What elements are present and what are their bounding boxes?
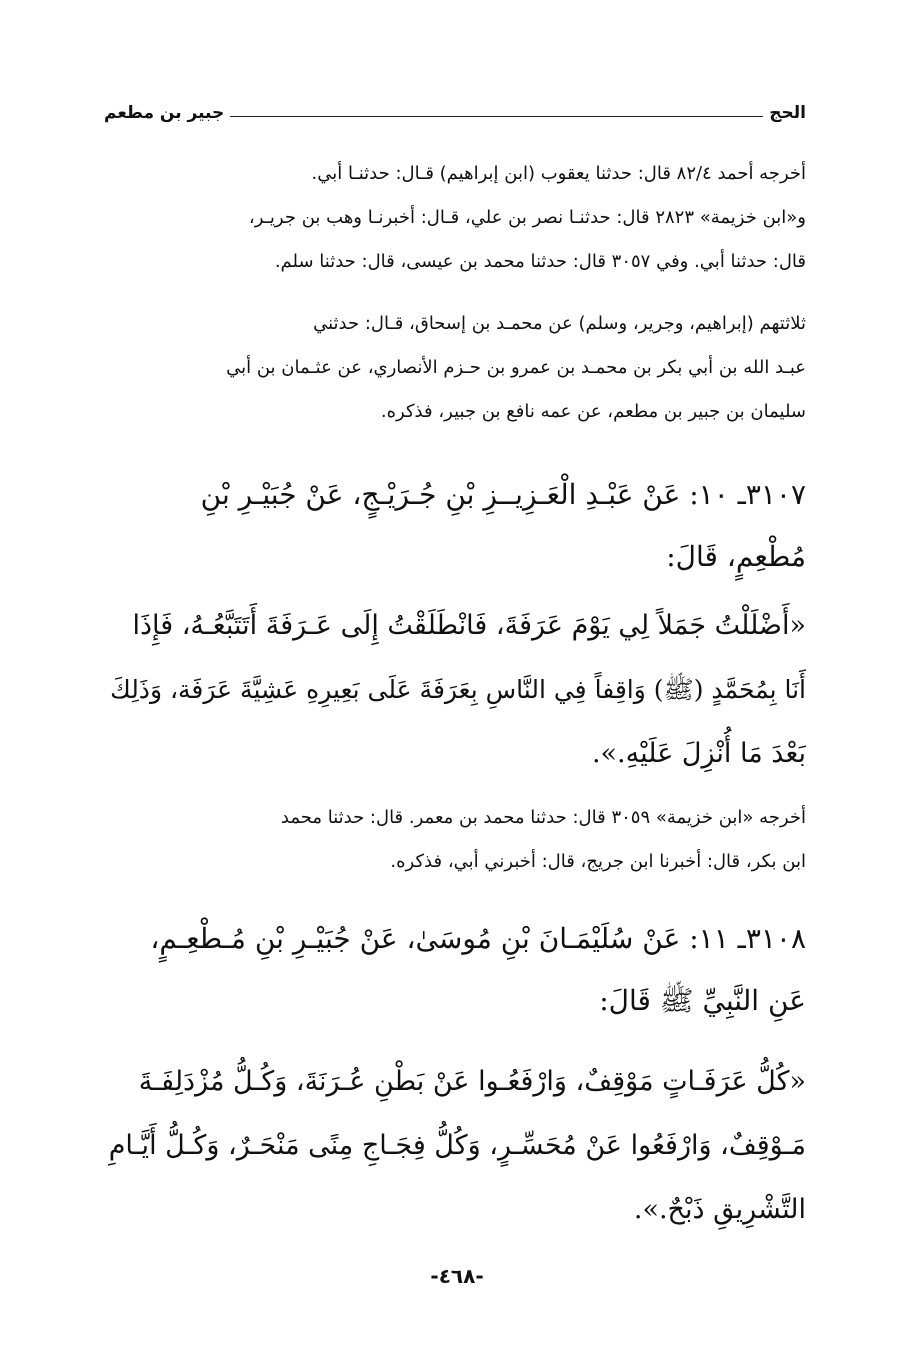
text-line: «كُلُّ عَرَفَـاتٍ مَوْقِفٌ، وَارْفَعُـوا عَنْ بَطْنِ عُـرَنَةَ، وَكُـلُّ مُزْدَلِفَـةَ [138, 1066, 806, 1097]
header-rule [230, 116, 763, 117]
text-line: عَنِ النَّبِيِّ ﷺ قَالَ: [599, 984, 806, 1017]
text-line: ابن بكر، قال: أخبرنا ابن جريج، قال: أخبرني أبي، فذكره. [390, 851, 806, 872]
text-line: ٣١٠٨ـ ١١: عَنْ سُلَيْمَـانَ بْنِ مُوسَىٰ، عَنْ جُبَيْـرِ بْنِ مُـطْعِـمٍ، [150, 922, 806, 955]
hadith-heading [104, 464, 806, 588]
text-line: بَعْدَ مَا أُنْزِلَ عَلَيْهِ.». [591, 738, 806, 769]
chapter-title: الحج [769, 103, 806, 123]
text-line: التَّشْرِيقِ ذَبْحٌ.». [633, 1194, 806, 1225]
reference-paragraph [104, 796, 806, 884]
text-line: أَنَا بِمُحَمَّدٍ (ﷺ) وَاقِفاً فِي النَّاسِ بِعَرَفَةَ عَلَى بَعِيرِهِ عَشِيَّةَ عَرَفَة، وَذَلِكَ [110, 675, 806, 704]
text-line: مُطْعِمٍ، قَالَ: [666, 540, 806, 573]
text-line: ٣١٠٧ـ ١٠: عَنْ عَبْـدِ الْعَـزِيــزِ بْنِ جُـرَيْـجٍ، عَنْ جُبَيْـرِ بْنِ [200, 478, 806, 511]
section-title: جبير بن مطعم [104, 103, 225, 123]
hadith-text [104, 1050, 806, 1242]
text-line: ثلاثتهم (إبراهيم، وجرير، وسلم) عن محمـد بن إسحاق، قـال: حدثني [313, 313, 806, 334]
running-header [104, 98, 806, 128]
reference-paragraph [104, 152, 806, 284]
text-line: «أَضْلَلْتُ جَمَلاً لِي يَوْمَ عَرَفَةَ، فَانْطَلَقْتُ إِلَى عَـرَفَةَ أَتَتَبَّعُـهُ، فَإِذَا [132, 610, 806, 641]
text-line: أخرجه «ابن خزيمة» ٣٠٥٩ قال: حدثنا محمد بن معمر. قال: حدثنا محمد [280, 807, 806, 828]
text-line: أخرجه أحمد ٨٢/٤ قال: حدثنا يعقوب (ابن إبراهيم) قـال: حدثنـا أبي. [311, 163, 806, 184]
text-line: عبـد الله بن أبي بكر بن محمـد بن عمرو بن حـزم الأنصاري، عن عثـمان بن أبي [226, 357, 806, 378]
text-line: قال: حدثنا أبي. وفي ٣٠٥٧ قال: حدثنا محمد بن عيسى، قال: حدثنا سلم. [274, 251, 806, 272]
reference-paragraph [104, 302, 806, 434]
text-line: و«ابن خزيمة» ٢٨٢٣ قال: حدثنـا نصر بن علي، قـال: أخبرنـا وهب بن جريـر، [248, 207, 806, 228]
page-number: -٤٦٨- [430, 1264, 484, 1288]
hadith-text [104, 594, 806, 786]
text-line: مَـوْقِفٌ، وَارْفَعُوا عَنْ مُحَسِّـرٍ، وَكُلُّ فِجَـاجِ مِنًى مَنْحَـرٌ، وَكُـلُّ أَيَّـامِ [108, 1130, 806, 1161]
text-line: سليمان بن جبير بن مطعم، عن عمه نافع بن جبير، فذكره. [380, 401, 806, 422]
hadith-heading [104, 908, 806, 1032]
